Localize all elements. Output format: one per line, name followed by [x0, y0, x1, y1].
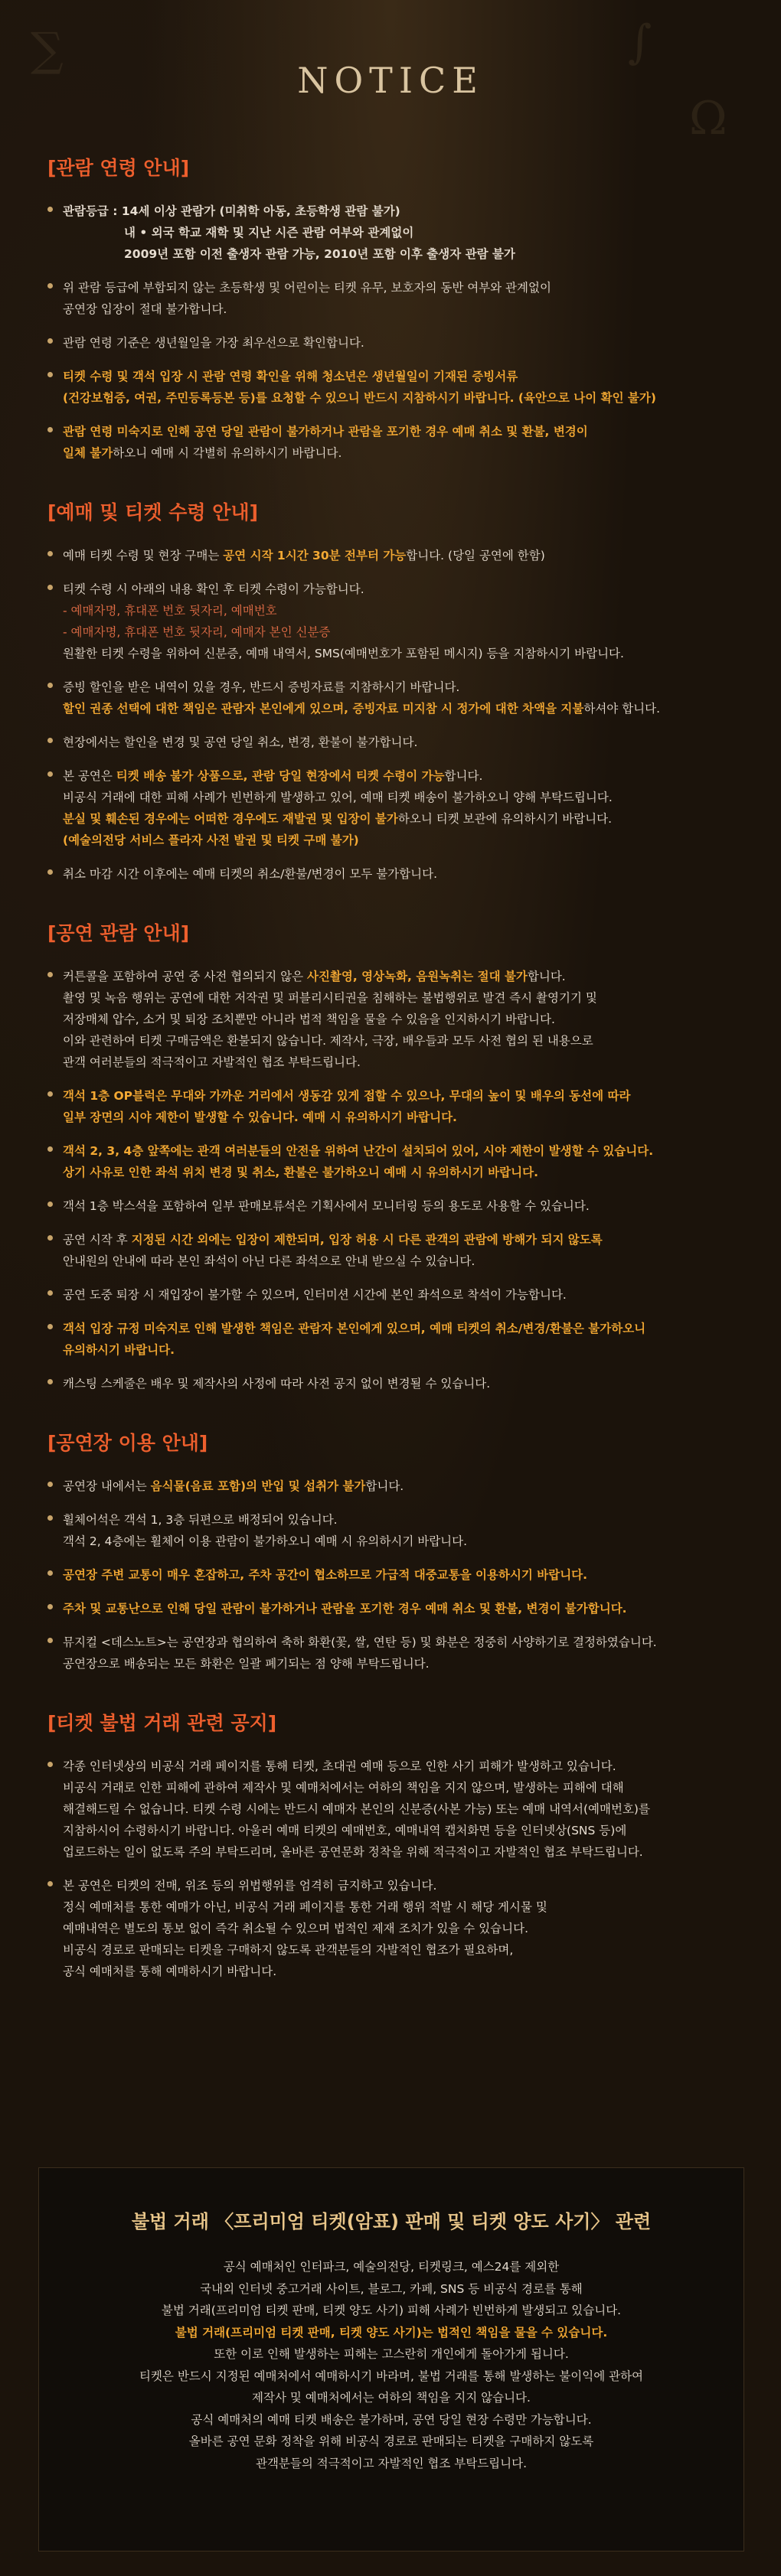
- notice-line: 공연장 입장이 절대 불가합니다.: [63, 302, 227, 316]
- box-line: 또한 이로 인해 발생하는 피해는 고스란히 개인에게 돌아가게 됩니다.: [214, 2347, 569, 2361]
- box-line: 제작사 및 예매처에서는 여하의 책임을 지지 않습니다.: [252, 2391, 531, 2405]
- notice-line: 안내원의 안내에 따라 본인 좌석이 아닌 다른 좌석으로 안내 받으실 수 있습니다.: [63, 1254, 475, 1268]
- notice-line: 취소 마감 시간 이후에는 예매 티켓의 취소/환불/변경이 모두 불가합니다.: [63, 867, 438, 881]
- bullet-icon: [47, 427, 53, 432]
- notice-section: [47, 497, 737, 885]
- section-title: [공연 관람 안내]: [47, 922, 190, 944]
- decor-glyph: Ω: [689, 92, 727, 145]
- notice-line: 증빙 할인을 받은 내역이 있을 경우, 반드시 증빙자료를 지참하시기 바랍니다.: [63, 680, 460, 694]
- bullet-icon: [47, 1570, 53, 1576]
- notice-line: 비공식 경로로 판매되는 티켓을 구매하지 않도록 관객분들의 자발적인 협조가 필요하며,: [63, 1943, 514, 1957]
- bullet-icon: [47, 372, 53, 377]
- notice-line: 공식 예매처를 통해 예매하시기 바랍니다.: [63, 1965, 277, 1978]
- box-line: 국내외 인터넷 중고거래 사이트, 블로그, 카페, SNS 등 비공식 경로를 통해: [200, 2281, 583, 2296]
- notice-line: 관람등급 : 14세 이상 관람가 (미취학 아동, 초등학생 관람 불가): [63, 204, 400, 218]
- box-title: 불법 거래 〈프리미엄 티켓(암표) 판매 및 티켓 양도 사기〉 관련: [131, 2211, 652, 2232]
- bullet-icon: [47, 1482, 53, 1487]
- notice-item: [47, 1195, 737, 1217]
- bullet-icon: [47, 1202, 53, 1207]
- notice-line: 분실 및 훼손된 경우에는 어떠한 경우에도 재발권 및 입장이 불가하오니 티켓 보관에 유의하시기 바랍니다.: [63, 812, 613, 826]
- bullet-icon: [47, 1235, 53, 1241]
- notice-line: 원활한 티켓 수령을 위하여 신분증, 예매 내역서, SMS(예매번호가 포함된 메시지) 등을 지참하시기 바랍니다.: [63, 647, 624, 660]
- notice-line: 커튼콜을 포함하여 공연 중 사전 협의되지 않은 사진촬영, 영상녹화, 음원녹취는 절대 불가합니다.: [63, 970, 566, 983]
- notice-line: (예술의전당 서비스 플라자 사전 발권 및 티켓 구매 불가): [63, 833, 359, 847]
- notice-section: [47, 1708, 737, 1982]
- notice-line: - 예매자명, 휴대폰 번호 뒷자리, 예매번호: [63, 604, 277, 618]
- notice-line: 관객 여러분들의 적극적이고 자발적인 협조 부탁드립니다.: [63, 1055, 361, 1069]
- notice-line: 지참하시어 수령하시기 바랍니다. 아울러 예매 티켓의 예매번호, 예매내역 캡처화면 등을 인터넷상(SNS 등)에: [63, 1824, 627, 1837]
- bullet-icon: [47, 972, 53, 977]
- notice-line: 관람 연령 기준은 생년월일을 가장 최우선으로 확인합니다.: [63, 336, 364, 350]
- notice-section: [47, 1428, 737, 1674]
- notice-item: [47, 732, 737, 753]
- notice-line: 주차 및 교통난으로 인해 당일 관람이 불가하거나 관람을 포기한 경우 예매 취소 및 환불, 변경이 불가합니다.: [63, 1602, 627, 1616]
- notice-item: [47, 677, 737, 719]
- notice-line: 공연장 주변 교통이 매우 혼잡하고, 주차 공간이 협소하므로 가급적 대중교통을 이용하시기 바랍니다.: [63, 1568, 588, 1582]
- notice-item: [47, 1632, 737, 1674]
- decor-glyph: ∑: [31, 23, 64, 77]
- bullet-icon: [47, 683, 53, 688]
- box-line: 티켓은 반드시 지정된 예매처에서 예매하시기 바라며, 불법 거래를 통해 발생하는 불이익에 관하여: [139, 2369, 644, 2383]
- bullet-icon: [47, 551, 53, 556]
- notice-line: 각종 인터넷상의 비공식 거래 페이지를 통해 티켓, 초대권 예매 등으로 인한 사기 피해가 발생하고 있습니다.: [63, 1759, 616, 1773]
- notice-line: 할인 권종 선택에 대한 책임은 관람자 본인에게 있으며, 증빙자료 미지참 시 정가에 대한 차액을 지불하셔야 합니다.: [63, 702, 661, 716]
- bullet-icon: [47, 1638, 53, 1643]
- notice-line: 비공식 거래로 인한 피해에 관하여 제작사 및 예매처에서는 여하의 책임을 지지 않으며, 발생하는 피해에 대해: [63, 1781, 624, 1795]
- notice-item: [47, 366, 737, 409]
- section-title: [예매 및 티켓 수령 안내]: [47, 501, 259, 523]
- notice-item: [47, 332, 737, 354]
- bullet-icon: [47, 869, 53, 875]
- notice-line: 공연 시작 후 지정된 시간 외에는 입장이 제한되며, 입장 허용 시 다른 관객의 관람에 방해가 되지 않도록: [63, 1233, 603, 1247]
- section-title: [티켓 불법 거래 관련 공지]: [47, 1712, 277, 1734]
- notice-line: 객석 2, 4층에는 휠체어 이용 관람이 불가하오니 예매 시 유의하시기 바랍니다.: [63, 1534, 468, 1548]
- notice-line: 뮤지컬 <데스노트>는 공연장과 협의하여 축하 화환(꽃, 쌀, 연탄 등) 및 화분은 정중히 사양하기로 결정하였습니다.: [63, 1635, 657, 1649]
- notice-item: [47, 1564, 737, 1586]
- notice-line: 이와 관련하여 티켓 구매금액은 환불되지 않습니다. 제작사, 극장, 배우들과 모두 사전 협의 된 내용으로: [63, 1034, 593, 1048]
- notice-line: 2009년 포함 이전 출생자 관람 가능, 2010년 포함 이후 출생자 관람 불가: [124, 247, 515, 261]
- notice-line: 유의하시기 바랍니다.: [63, 1343, 175, 1357]
- notice-item: [47, 1140, 737, 1183]
- notice-line: 관람 연령 미숙지로 인해 공연 당일 관람이 불가하거나 관람을 포기한 경우 예매 취소 및 환불, 변경이: [63, 425, 588, 439]
- notice-line: 객석 입장 규정 미숙지로 인해 발생한 책임은 관람자 본인에게 있으며, 예매 티켓의 취소/변경/환불은 불가하오니: [63, 1322, 646, 1335]
- bullet-icon: [47, 1881, 53, 1886]
- notice-item: [47, 1509, 737, 1552]
- notice-line: 내 • 외국 학교 재학 및 지난 시즌 관람 여부와 관계없이: [124, 226, 414, 240]
- bullet-icon: [47, 1762, 53, 1767]
- notice-line: 상기 사유로 인한 좌석 위치 변경 및 취소, 환불은 불가하오니 예매 시 유의하시기 바랍니다.: [63, 1166, 538, 1179]
- bullet-icon: [47, 1290, 53, 1296]
- notice-line: 현장에서는 할인을 변경 및 공연 당일 취소, 변경, 환불이 불가합니다.: [63, 735, 418, 749]
- notice-item: [47, 863, 737, 885]
- notice-item: [47, 1756, 737, 1863]
- notice-line: (건강보험증, 여권, 주민등록등본 등)를 요청할 수 있으니 반드시 지참하시기 바랍니다. (육안으로 나이 확인 불가): [63, 391, 656, 405]
- bullet-icon: [47, 1324, 53, 1329]
- notice-item: [47, 1475, 737, 1497]
- notice-line: 객석 2, 3, 4층 앞쪽에는 관객 여러분들의 안전을 위하여 난간이 설치되어 있어, 시야 제한이 발생할 수 있습니다.: [63, 1144, 654, 1158]
- section-title: [공연장 이용 안내]: [47, 1432, 208, 1454]
- box-line: 올바른 공연 문화 정착을 위해 비공식 경로로 판매되는 티켓을 구매하지 않도록: [188, 2434, 594, 2448]
- bullet-icon: [47, 1604, 53, 1609]
- notice-item: [47, 765, 737, 851]
- notice-item: [47, 1875, 737, 1982]
- bullet-icon: [47, 1091, 53, 1097]
- bullet-icon: [47, 1379, 53, 1384]
- box-line: 공식 예매처인 인터파크, 예술의전당, 티켓링크, 예스24를 제외한: [223, 2260, 560, 2274]
- notice-item: [47, 966, 737, 1073]
- notice-line: 객석 1층 박스석을 포함하여 일부 판매보류석은 기획사에서 모니터링 등의 용도로 사용할 수 있습니다.: [63, 1199, 590, 1213]
- notice-item: [47, 1598, 737, 1619]
- notice-line: 예매 티켓 수령 및 현장 구매는 공연 시작 1시간 30분 전부터 가능합니다. (당일 공연에 한함): [63, 549, 545, 562]
- notice-line: 공연장 내에서는 음식물(음료 포함)의 반입 및 섭취가 불가합니다.: [63, 1479, 404, 1493]
- notice-line: 촬영 및 녹음 행위는 공연에 대한 저작권 및 퍼블리시티권을 침해하는 불법행위로 발견 즉시 촬영기기 및: [63, 991, 597, 1005]
- box-line: 불법 거래(프리미엄 티켓 판매, 티켓 양도 사기) 피해 사례가 빈번하게 발생되고 있습니다.: [161, 2304, 622, 2317]
- bullet-icon: [47, 771, 53, 777]
- illegal-trade-box: [38, 2167, 744, 2552]
- notice-section: [47, 918, 737, 1394]
- bullet-icon: [47, 1146, 53, 1152]
- box-line: 불법 거래(프리미엄 티켓 판매, 티켓 양도 사기)는 법적인 책임을 물을 수 있습니다.: [175, 2325, 608, 2340]
- notice-line: 일부 장면의 시야 제한이 발생할 수 있습니다. 예매 시 유의하시기 바랍니다.: [63, 1110, 457, 1124]
- notice-item: [47, 1284, 737, 1306]
- bullet-icon: [47, 585, 53, 590]
- notice-item: [47, 1229, 737, 1272]
- notice-line: 저장매체 압수, 소거 및 퇴장 조치뿐만 아니라 법적 책임을 물을 수 있음을 인지하시기 바랍니다.: [63, 1012, 555, 1026]
- notice-line: 티켓 수령 시 아래의 내용 확인 후 티켓 수령이 가능합니다.: [63, 582, 364, 596]
- notice-line: 공연장으로 배송되는 모든 화환은 일괄 폐기되는 점 양해 부탁드립니다.: [63, 1657, 430, 1671]
- notice-line: 정식 예매처를 통한 예매가 아닌, 비공식 거래 페이지를 통한 거래 행위 적발 시 해당 게시물 및: [63, 1900, 547, 1914]
- notice-line: - 예매자명, 휴대폰 번호 뒷자리, 예매자 본인 신분증: [63, 625, 331, 639]
- bullet-icon: [47, 283, 53, 289]
- bullet-icon: [47, 738, 53, 743]
- notice-line: 비공식 거래에 대한 피해 사례가 빈번하게 발생하고 있어, 예매 티켓 배송이 불가하오니 양해 부탁드립니다.: [63, 791, 613, 804]
- notice-line: 해결해드릴 수 없습니다. 티켓 수령 시에는 반드시 예매자 본인의 신분증(사본 가능) 또는 예매 내역서(예매번호)를: [63, 1802, 650, 1816]
- notice-section: [47, 153, 737, 464]
- notice-item: [47, 421, 737, 464]
- notice-line: 본 공연은 티켓 배송 불가 상품으로, 관람 당일 현장에서 티켓 수령이 가능합니다.: [63, 769, 483, 783]
- notice-item: [47, 277, 737, 320]
- bullet-icon: [47, 338, 53, 344]
- notice-item: [47, 545, 737, 566]
- notice-line: 일체 불가하오니 예매 시 각별히 유의하시기 바랍니다.: [63, 446, 342, 460]
- box-line: 관객분들의 적극적이고 자발적인 협조 부탁드립니다.: [255, 2456, 528, 2470]
- notice-line: 예매내역은 별도의 통보 없이 즉각 취소될 수 있으며 법적인 제재 조치가 있을 수 있습니다.: [63, 1922, 529, 1935]
- notice-line: 휠체어석은 객석 1, 3층 뒤편으로 배정되어 있습니다.: [63, 1513, 338, 1527]
- bullet-icon: [47, 1515, 53, 1521]
- page-title: NOTICE: [297, 60, 484, 101]
- bullet-icon: [47, 207, 53, 212]
- notice-line: 캐스팅 스케줄은 배우 및 제작사의 사정에 따라 사전 공지 없이 변경될 수 있습니다.: [63, 1377, 491, 1391]
- notice-item: [47, 579, 737, 664]
- notice-content: [47, 153, 737, 2016]
- notice-line: 객석 1층 OP블럭은 무대와 가까운 거리에서 생동감 있게 접할 수 있으나, 무대의 높이 및 배우의 동선에 따라: [63, 1089, 631, 1103]
- notice-line: 위 관람 등급에 부합되지 않는 초등학생 및 어린이는 티켓 유무, 보호자의 동반 여부와 관계없이: [63, 281, 551, 295]
- notice-line: 업로드하는 일이 없도록 주의 부탁드리며, 올바른 공연문화 정착을 위해 적극적이고 자발적인 협조 부탁드립니다.: [63, 1845, 643, 1859]
- box-lines: [39, 2256, 743, 2474]
- notice-item: [47, 1318, 737, 1361]
- notice-line: 본 공연은 티켓의 전매, 위조 등의 위법행위를 엄격히 금지하고 있습니다.: [63, 1879, 437, 1893]
- decor-glyph: ∫: [628, 15, 652, 69]
- section-title: [관람 연령 안내]: [47, 157, 190, 179]
- notice-item: [47, 1373, 737, 1394]
- notice-line: 티켓 수령 및 객석 입장 시 관람 연령 확인을 위해 청소년은 생년월일이 기재된 증빙서류: [63, 370, 518, 383]
- notice-item: [47, 1085, 737, 1128]
- header: [0, 0, 781, 145]
- notice-line: 공연 도중 퇴장 시 재입장이 불가할 수 있으며, 인터미션 시간에 본인 좌석으로 착석이 가능합니다.: [63, 1288, 567, 1302]
- box-line: 공식 예매처의 예매 티켓 배송은 불가하며, 공연 당일 현장 수령만 가능합니다.: [191, 2412, 592, 2427]
- notice-item: [47, 201, 737, 265]
